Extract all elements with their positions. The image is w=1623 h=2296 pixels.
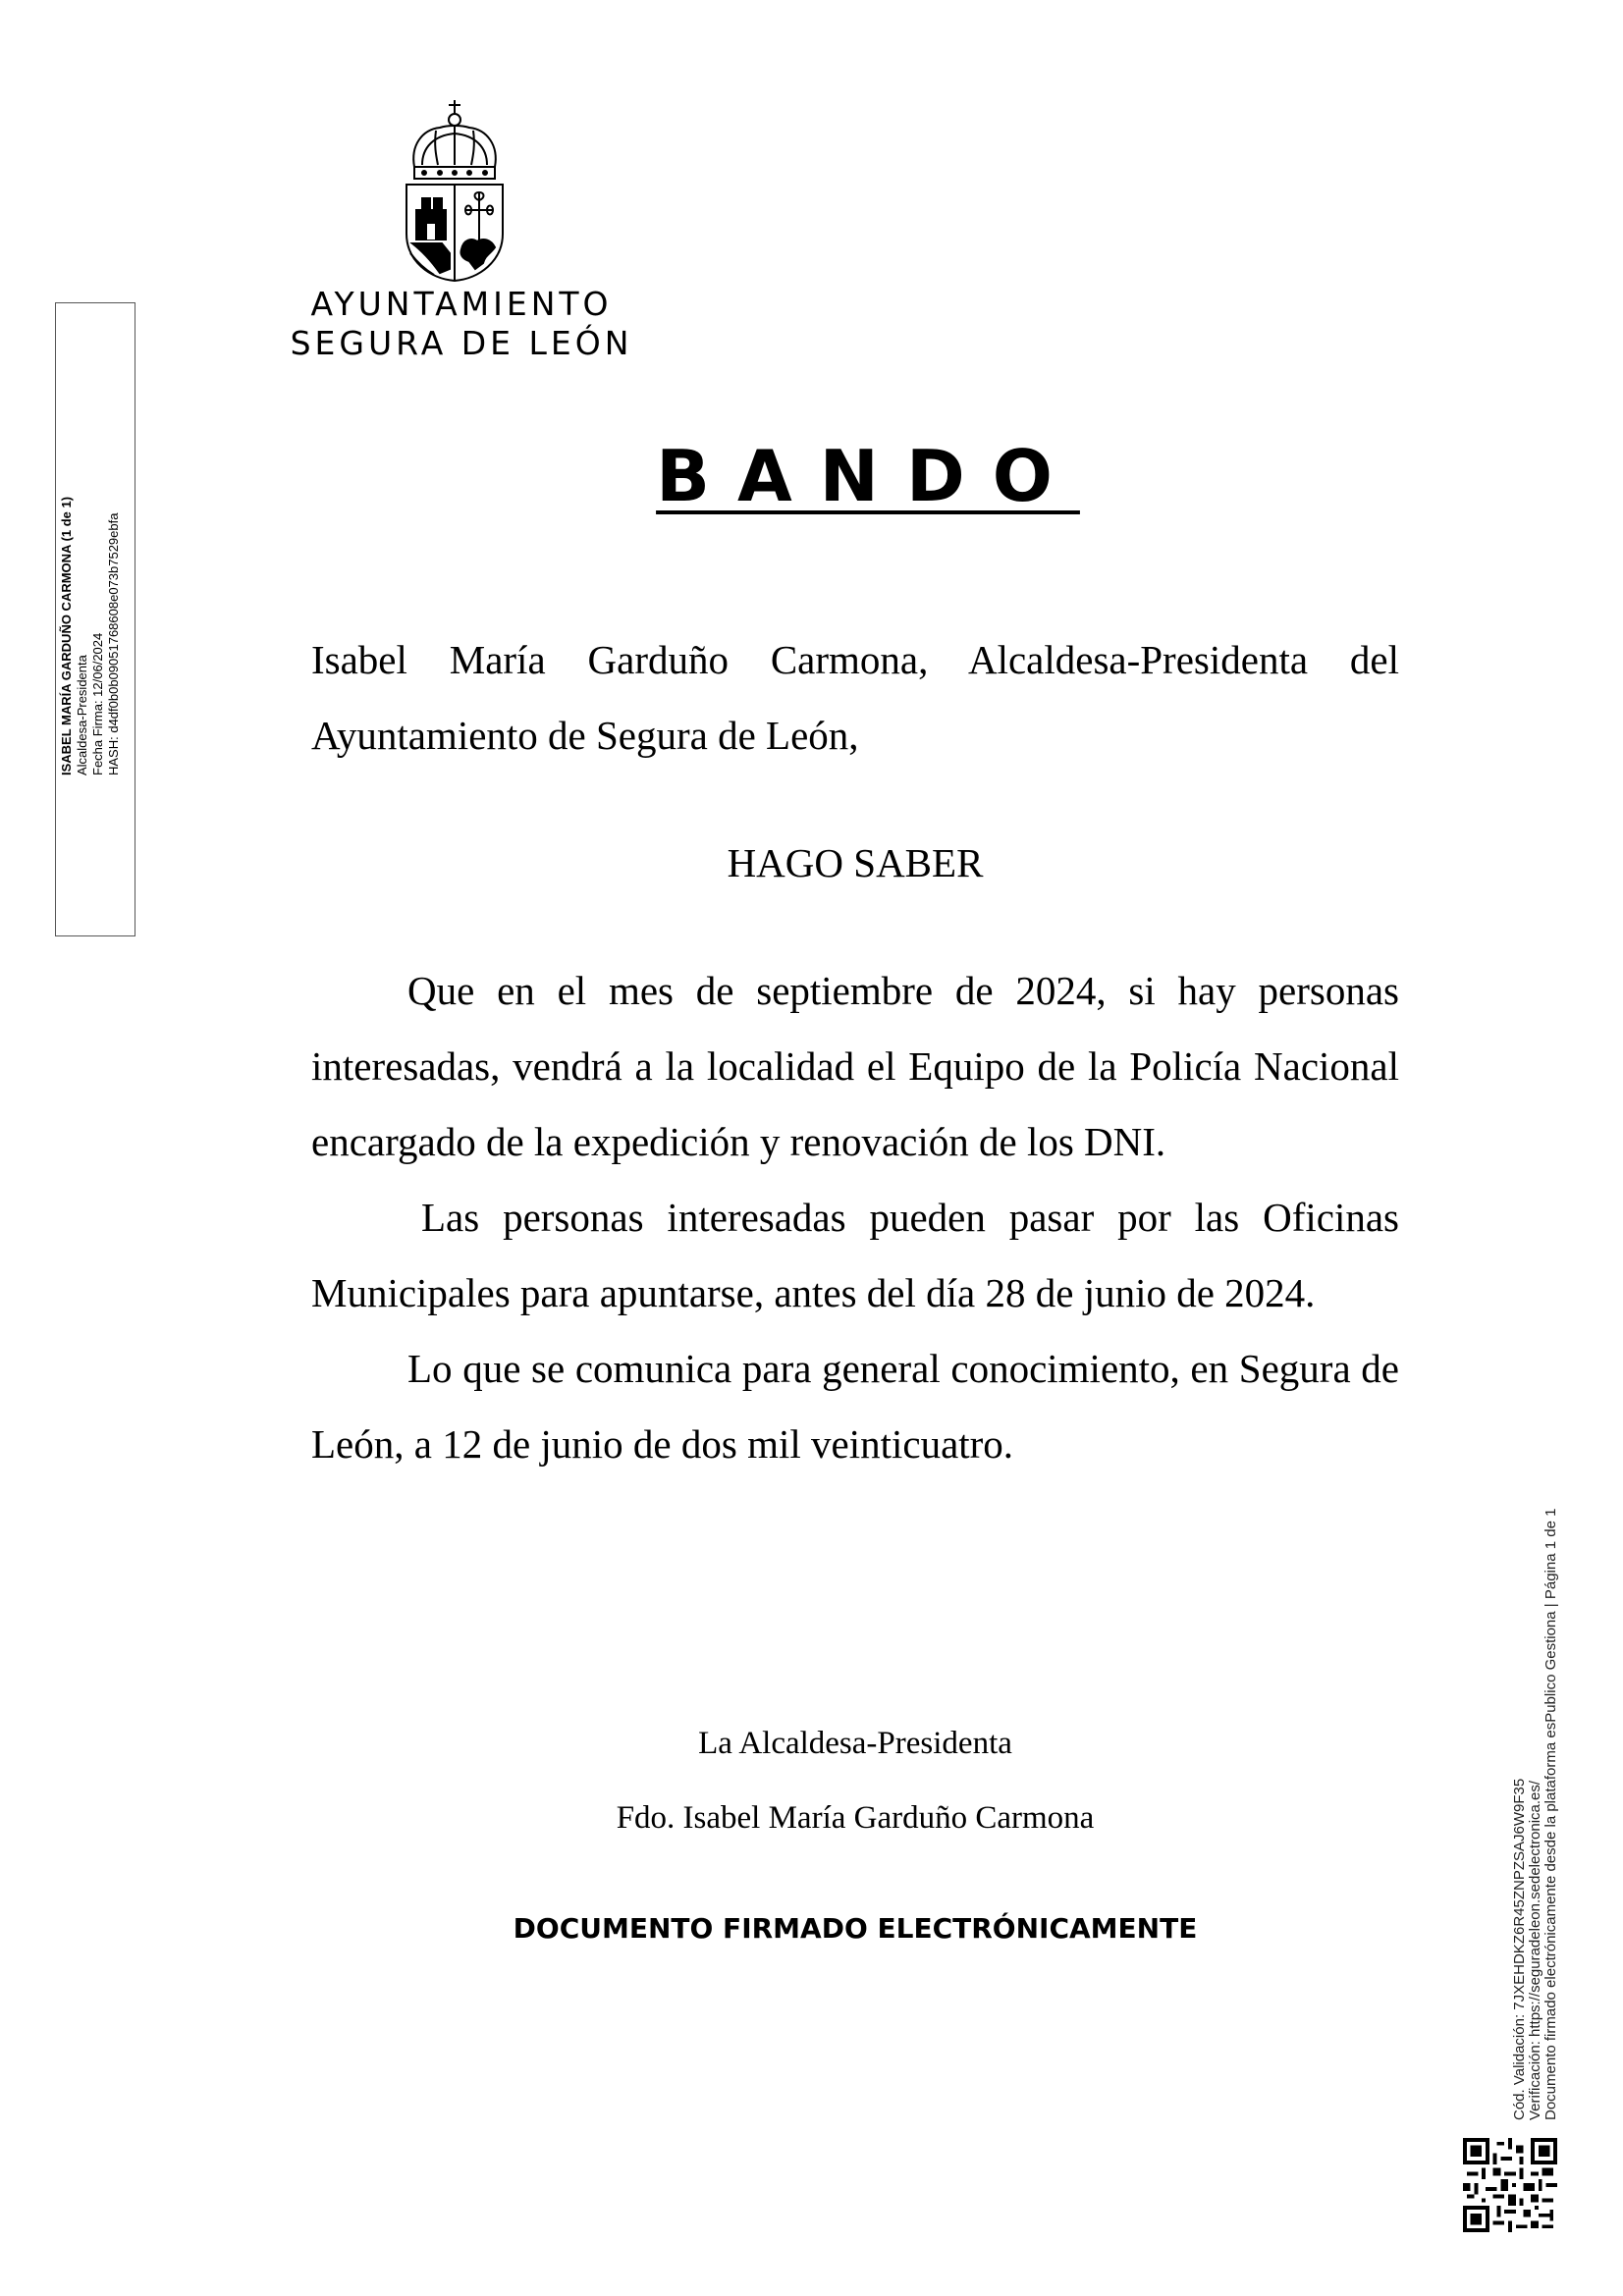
paragraph-3: Lo que se comunica para general conocimiento, en Segura de León, a 12 de junio de dos mil veinticuatro. [311, 1346, 1399, 1467]
platform-note: Documento firmado electrónicamente desde la plataforma esPublico Gestiona | Página 1 de 1 [1542, 1508, 1559, 2120]
signed-notice: DOCUMENTO FIRMADO ELECTRÓNICAMENTE [513, 1912, 1198, 1945]
org-line-2: SEGURA DE LEÓN [290, 324, 633, 362]
hago-saber-heading: HAGO SABER [727, 840, 984, 885]
stamp-hash: HASH: d4df0b0b09051768608e073b7529ebfa [106, 512, 121, 775]
verification-block [1512, 1414, 1559, 2120]
stamp-signer-role: Alcaldesa-Presidenta [75, 655, 89, 775]
verification-url: Verificación: https://seguradeleon.sedelectronica.es/ [1527, 1780, 1543, 2120]
coat-of-arms-icon [401, 96, 509, 283]
qr-code-icon[interactable] [1463, 2138, 1557, 2232]
signature-role: La Alcaldesa-Presidenta [698, 1726, 1012, 1761]
validation-code: Cód. Validación: 7JXEHDKZ6R45ZNPZSAJ6W9F35 [1511, 1778, 1528, 2120]
stamp-signature-date: Fecha Firma: 12/06/2024 [90, 632, 105, 775]
signature-stamp [59, 481, 122, 775]
intro-paragraph: Isabel María Garduño Carmona, Alcaldesa-Presidenta del Ayuntamiento de Segura de León, [311, 637, 1399, 758]
org-line-1: AYUNTAMIENTO [310, 285, 613, 323]
title-text: BANDO [656, 435, 1080, 517]
signature-name: Fdo. Isabel María Garduño Carmona [616, 1800, 1095, 1836]
stamp-signer-name: ISABEL MARÍA GARDUÑO CARMONA (1 de 1) [59, 496, 74, 775]
document-title [550, 432, 1159, 520]
paragraph-2: Las personas interesadas pueden pasar por las Oficinas Municipales para apuntarse, antes del día 28 de junio de 2024. [311, 1195, 1399, 1315]
organization-name [255, 285, 668, 363]
paragraph-1: Que en el mes de septiembre de 2024, si hay personas interesadas, vendrá a la localidad el Equipo de la Policía Nacional encargado de la expedición y renovación de los DNI. [311, 968, 1399, 1164]
document-body [311, 622, 1399, 1482]
